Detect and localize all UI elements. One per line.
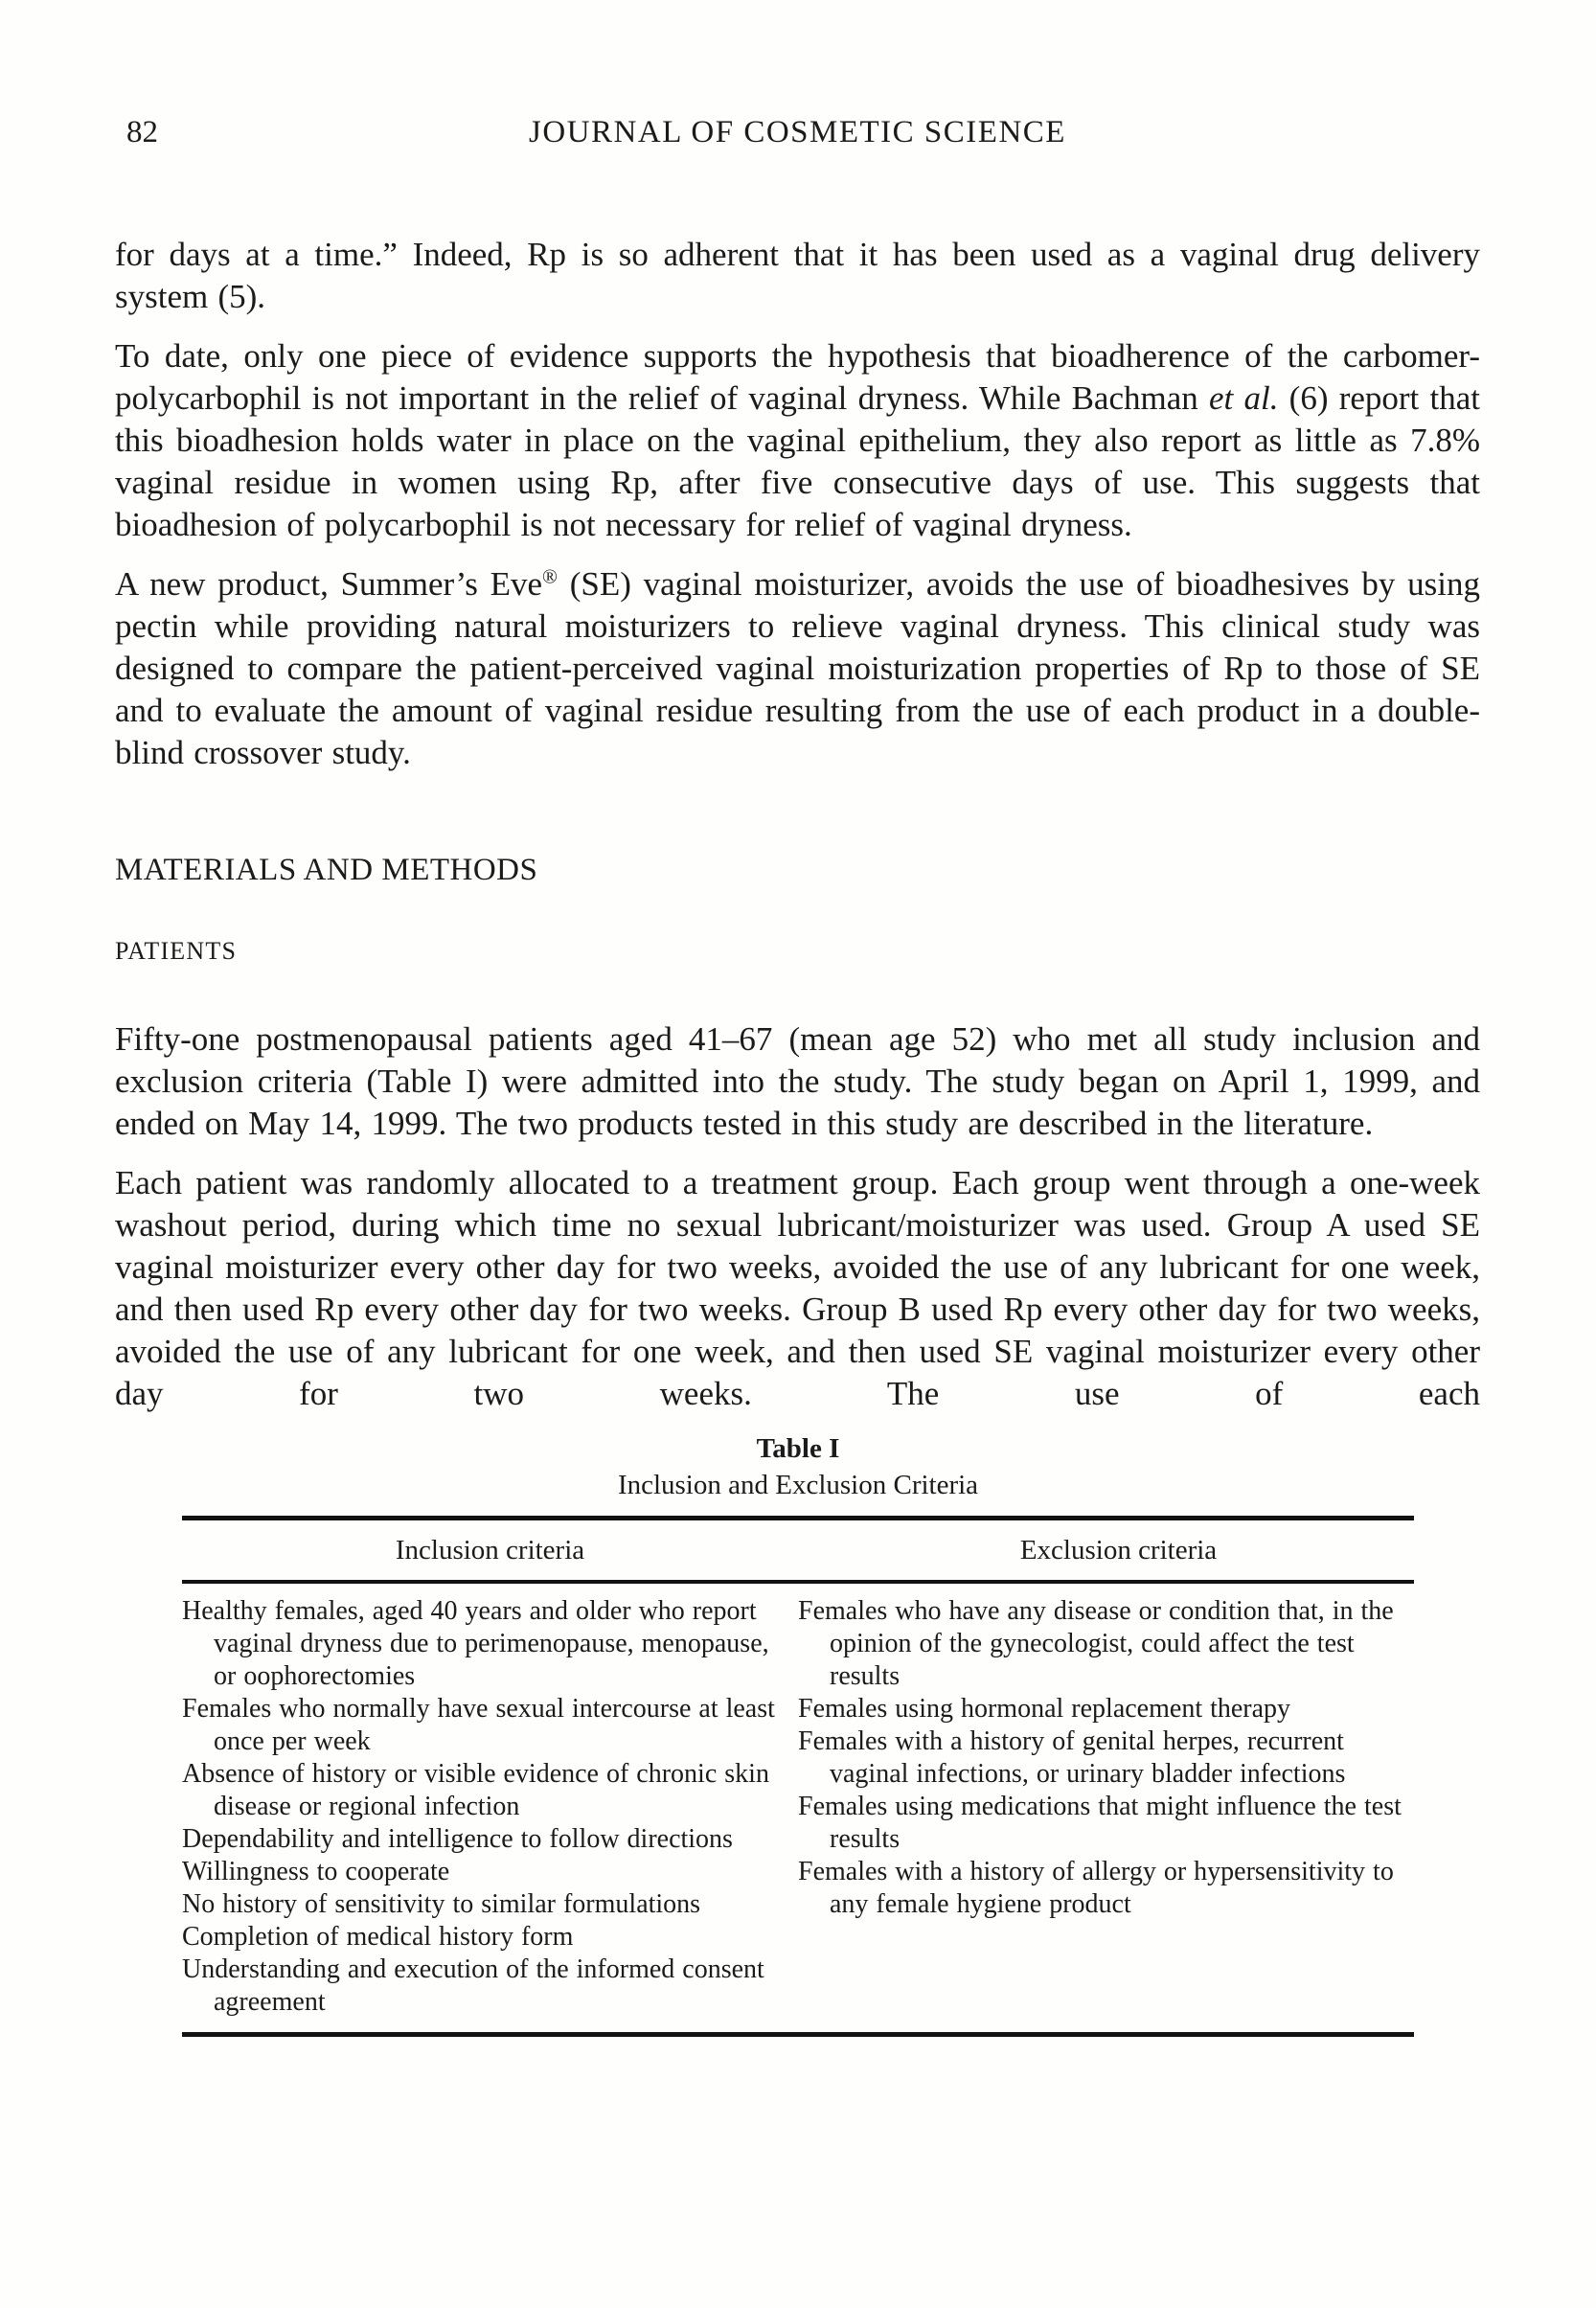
exclusion-criteria-list — [798, 1595, 1414, 2019]
criteria-item: Females using medications that might influence the test results — [798, 1792, 1402, 1854]
inclusion-criteria-list — [182, 1595, 798, 2019]
column-header-inclusion-criteria: Inclusion criteria — [395, 1535, 585, 1565]
criteria-item: Dependability and intelligence to follow directions — [182, 1824, 733, 1854]
paragraph-new-product — [115, 563, 1480, 774]
paragraph-protocol: Each patient was randomly allocated to a treatment group. Each group went through a one-week washout period, during which time no sexual lubricant/moisturizer was used. Group A used SE vaginal moisturizer every other day for two weeks, avoided the use of any lubricant for one week, and then used Rp every other day for two weeks. Group B used Rp every other day for two weeks, avoided the use of any lubricant for one week, and then used SE vaginal moisturizer every other day for two weeks. The use of each — [115, 1164, 1480, 1412]
paragraph-continuation: for days at a time.” Indeed, Rp is so adherent that it has been used as a vaginal drug delivery system (5). — [115, 236, 1480, 315]
subsection-heading-patients: PATIENTS — [115, 937, 238, 965]
paragraph-bioadherence — [115, 335, 1480, 546]
registered-trademark-symbol: ® — [542, 564, 558, 588]
criteria-item: Completion of medical history form — [182, 1922, 574, 1952]
criteria-item: Absence of history or visible evidence of chronic skin disease or regional infection — [182, 1759, 769, 1821]
italic-et-al: et al. — [1208, 379, 1279, 417]
criteria-item: Females who normally have sexual intercourse at least once per week — [182, 1694, 775, 1756]
table-header-row — [182, 1534, 1414, 1567]
criteria-item: Females with a history of allergy or hypersensitivity to any female hygiene product — [798, 1857, 1394, 1919]
criteria-item: Healthy females, aged 40 years and older who report vaginal dryness due to perimenopause, menopause, or oophorectomies — [182, 1596, 769, 1691]
page-header — [115, 113, 1480, 153]
criteria-item: Understanding and execution of the informed consent agreement — [182, 1954, 764, 2017]
table-bottom-rule — [182, 2032, 1414, 2037]
criteria-item: No history of sensitivity to similar formulations — [182, 1889, 701, 1919]
table-caption: Inclusion and Exclusion Criteria — [617, 1470, 979, 1500]
table-title: Table I — [756, 1433, 840, 1464]
journal-title: JOURNAL OF COSMETIC SCIENCE — [529, 115, 1066, 149]
text-run: To date, only one piece of evidence supports the hypothesis that bioadherence of the carbomer-polycarbophil is not important in the relief of vaginal dryness. While Bachman — [115, 337, 1480, 417]
page-body — [115, 234, 1480, 2037]
criteria-item: Willingness to cooperate — [182, 1857, 450, 1886]
paragraph-patients: Fifty-one postmenopausal patients aged 41–67 (mean age 52) who met all study inclusion and exclusion criteria (Table I) were admitted into the study. The study began on April 1, 1999, and ended on May 14, 1999. The two products tested in this study are described in the literature. — [115, 1020, 1480, 1142]
table-body — [182, 1595, 1414, 2019]
text-run: (6) report that this bioadhesion holds water in place on the vaginal epithelium, they also report as little as 7.8% vaginal residue in women using Rp, after five consecutive days of use. This suggests that bioadhesion of polycarbophil is not necessary for relief of vaginal dryness. — [115, 379, 1480, 543]
table-top-rule — [182, 1516, 1414, 1520]
table-1 — [182, 1432, 1414, 2037]
section-heading-materials-and-methods: MATERIALS AND METHODS — [115, 853, 538, 887]
page-number: 82 — [126, 115, 158, 149]
criteria-item: Females using hormonal replacement therapy — [798, 1694, 1291, 1724]
criteria-item: Females with a history of genital herpes, recurrent vaginal infections, or urinary bladder infections — [798, 1726, 1346, 1789]
text-run: (SE) vaginal moisturizer, avoids the use of bioadhesives by using pectin while providing natural moisturizers to relieve vaginal dryness. This clinical study was designed to compare the patient-perceived vaginal moisturization properties of Rp to those of SE and to evaluate the amount of vaginal residue resulting from the use of each product in a double-blind crossover study. — [115, 565, 1480, 771]
column-header-exclusion-criteria: Exclusion criteria — [1019, 1535, 1218, 1565]
table-header-rule — [182, 1580, 1414, 1584]
text-run: A new product, Summer’s Eve — [115, 565, 542, 603]
criteria-item: Females who have any disease or condition that, in the opinion of the gynecologist, could affect the test results — [798, 1596, 1394, 1691]
